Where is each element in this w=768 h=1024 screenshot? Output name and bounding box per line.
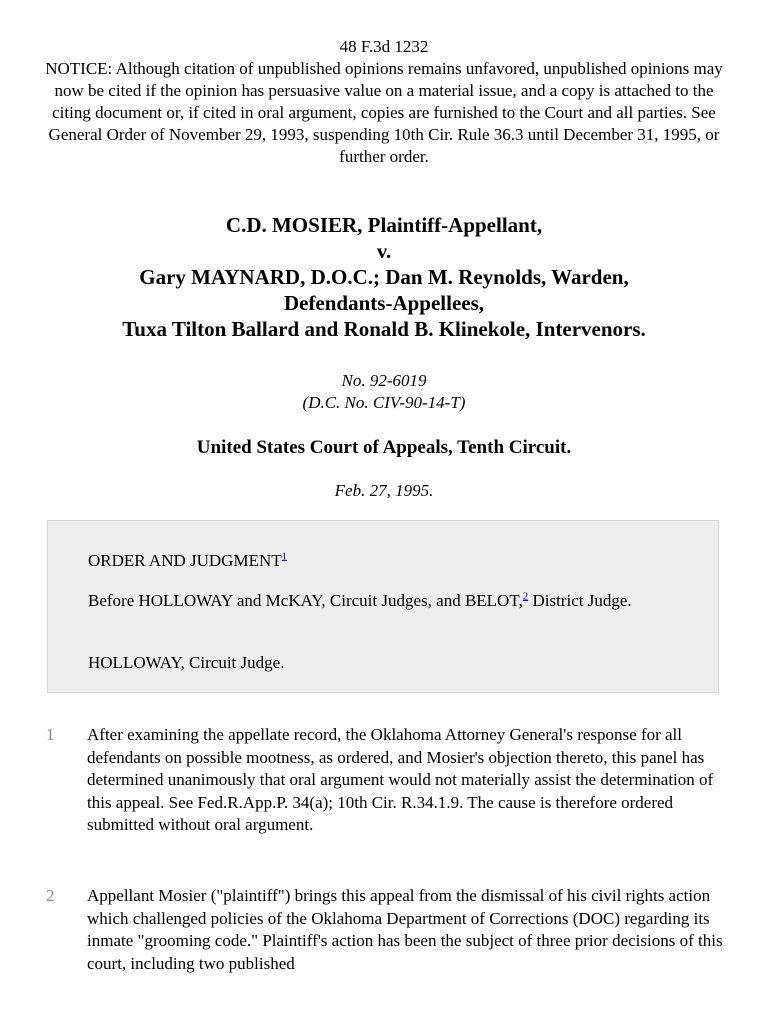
paragraph-text: After examining the appellate record, the Oklahoma Attorney General's response for all defendants on possible mootness, as ordered, and Mosier's objection thereto, this panel has determined unanimously that oral argument would not materially assist the determination of this appeal. See Fed.R.App.P. 34(a); 10th Cir. R.34.1.9. The cause is therefore ordered submitted without oral argument. [87,725,714,834]
header-block [40,36,728,168]
paragraph-text: Appellant Mosier ("plaintiff") brings this appeal from the dismissal of his civil rights action which challenged policies of the Oklahoma Department of Corrections (DOC) regarding its inmate "grooming code." Plaintiff's action has been the subject of three prior decisions of this court, including two published [87,886,723,973]
decision-date: Feb. 27, 1995. [334,481,434,500]
order-title [88,550,698,572]
docket-info [40,370,728,414]
district-court-number: (D.C. No. CIV-90-14-T) [302,393,466,412]
footnote-ref-1 [282,550,288,562]
order-title-text: ORDER AND JUDGMENT [88,551,282,570]
footnote-link-1[interactable]: 1 [281,550,288,563]
panel-text-b: District Judge. [528,591,632,610]
paragraph-number: 2 [46,886,55,905]
docket-number: No. 92-6019 [341,371,427,390]
citation-notice: NOTICE: Although citation of unpublished opinions remains unfavored, unpublished opinions may now be cited if the opinion has persuasive value on a material issue, and a copy is attached to the citing document or, if cited in oral argument, copies are furnished to the Court and all parties. See General Order of November 29, 1993, suspending 10th Cir. Rule 36.3 until December 31, 1995, or further order. [45,59,723,166]
paragraph-number: 1 [46,725,55,744]
plaintiff-line: C.D. MOSIER, Plaintiff-Appellant, [225,213,543,237]
defendants-line-1: Gary MAYNARD, D.O.C.; Dan M. Reynolds, Warden, [139,265,629,289]
order-box [47,520,719,693]
authoring-judge: HOLLOWAY, Circuit Judge. [88,653,285,672]
defendants-line-2: Defendants-Appellees, [283,291,485,315]
panel-line [88,590,698,612]
intervenors-line: Tuxa Tilton Ballard and Ronald B. Klinekole, Intervenors. [122,317,646,341]
footnote-link-2[interactable]: 2 [522,590,529,603]
court-name: United States Court of Appeals, Tenth Circuit. [196,437,572,458]
versus-line: v. [376,239,392,263]
case-citation: 48 F.3d 1232 [339,37,429,56]
panel-text-a: Before HOLLOWAY and McKAY, Circuit Judges, and BELOT, [88,591,523,610]
case-parties [40,212,728,342]
